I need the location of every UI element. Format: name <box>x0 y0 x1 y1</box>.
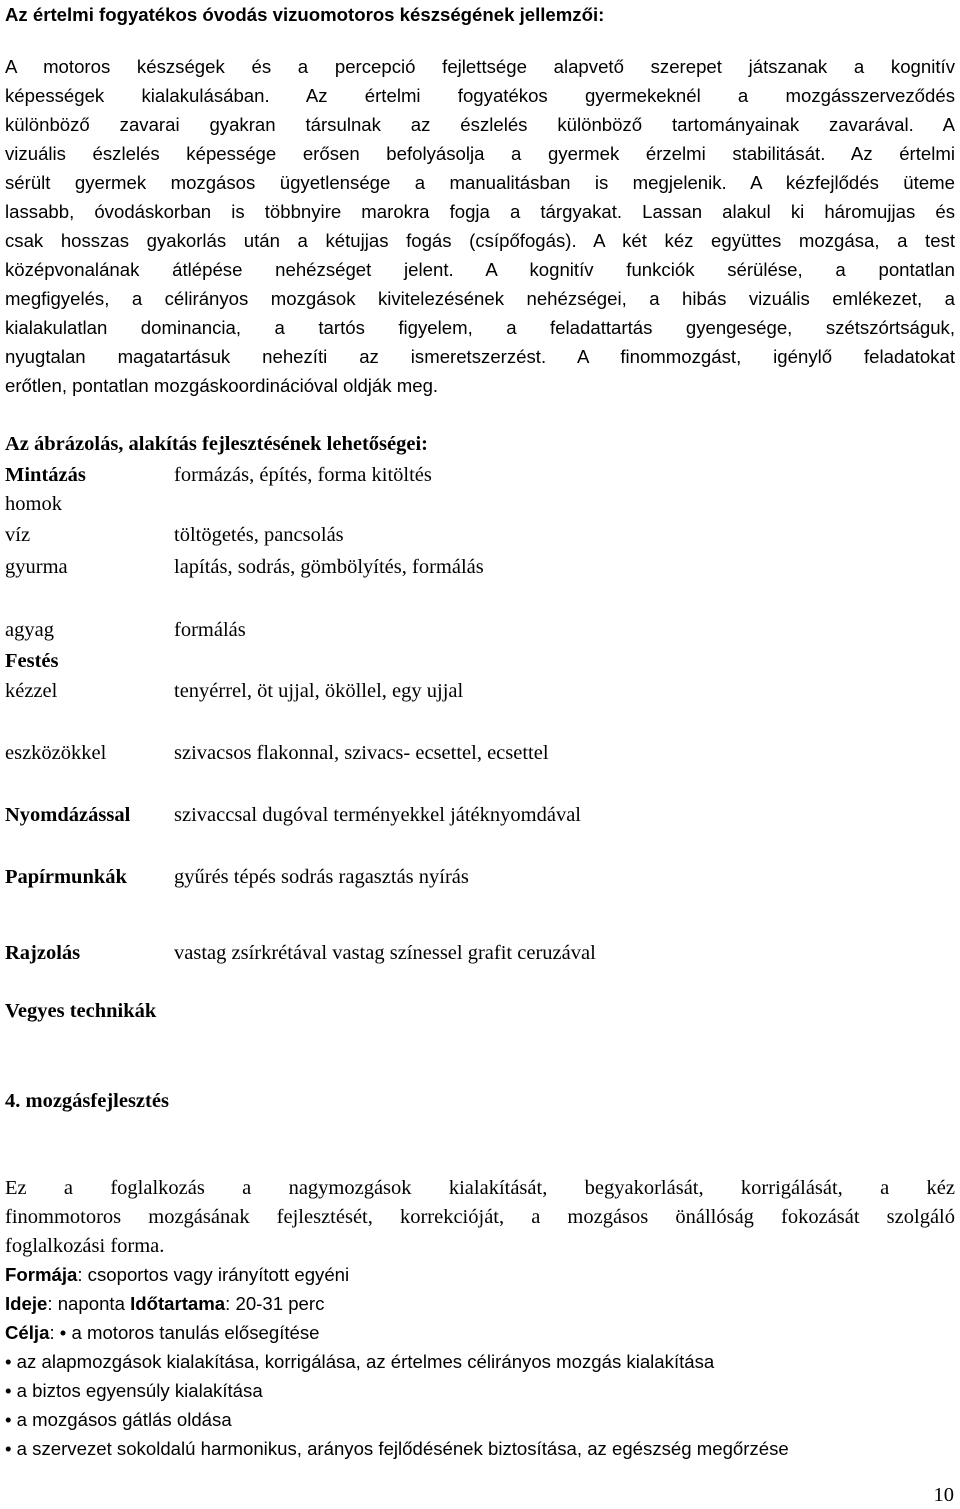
technique-value: lapítás, sodrás, gömbölyítés, formálás <box>174 556 484 578</box>
ideje-line <box>5 1295 324 1314</box>
paragraph-line: lassabb, óvodáskorban is többnyire marokra fogja a tárgyakat. Lassan alakul ki háromujjas és <box>5 201 955 222</box>
technique-label: kézzel <box>5 680 58 702</box>
paragraph-line: A motoros készségek és a percepció fejlettsége alapvető szerepet játszanak a kognitív <box>5 56 955 77</box>
celja-label: Célja <box>5 1322 50 1343</box>
paragraph-line: sérült gyermek mozgásos ügyetlensége a manualitásban is megjelenik. A kézfejlődés üteme <box>5 172 955 193</box>
technique-value: formálás <box>174 619 246 641</box>
technique-value: formázás, építés, forma kitöltés <box>174 464 432 486</box>
section-heading-vizuomotoros: Az értelmi fogyatékos óvodás vizuomotoros készségének jellemzői: <box>5 4 605 25</box>
idotartama-value: : 20-31 perc <box>225 1293 325 1314</box>
celja-line <box>5 1324 320 1343</box>
goal-item: • a mozgásos gátlás oldása <box>5 1409 232 1430</box>
goal-item: • a szervezet sokoldalú harmonikus, arányos fejlődésének biztosítása, az egészség megőrzése <box>5 1438 789 1459</box>
forma-value: : csoportos vagy irányított egyéni <box>77 1264 350 1285</box>
technique-value: tenyérrel, öt ujjal, ököllel, egy ujjal <box>174 680 464 702</box>
paragraph-line: megfigyelés, a célirányos mozgások kivitelezésének nehézségei, a hibás vizuális emlékezet, a <box>5 288 955 309</box>
ideje-label: Ideje <box>5 1293 48 1314</box>
forma-label: Formája <box>5 1264 78 1285</box>
goal-item: • a biztos egyensúly kialakítása <box>5 1380 263 1401</box>
paragraph-line: foglalkozási forma. <box>5 1235 165 1257</box>
paragraph-line: Ez a foglalkozás a nagymozgások kialakítását, begyakorlását, korrigálását, a kéz <box>5 1177 955 1199</box>
technique-value: töltögetés, pancsolás <box>174 524 344 546</box>
paragraph-line: erőtlen, pontatlan mozgáskoordinációval oldják meg. <box>5 375 439 396</box>
section-heading-abrazolas: Az ábrázolás, alakítás fejlesztésének lehetőségei: <box>5 433 428 455</box>
paragraph-line: finommotoros mozgásának fejlesztését, korrekcióját, a mozgásos önállóság fokozását szolgáló <box>5 1206 955 1228</box>
technique-label: Festés <box>5 650 59 672</box>
technique-label: Vegyes technikák <box>5 1000 157 1022</box>
paragraph-line: különböző zavarai gyakran társulnak az észlelés különböző tartományainak zavarával. A <box>5 114 955 135</box>
paragraph-line: nyugtalan magatartásuk nehezíti az ismeretszerzést. A finommozgást, igénylő feladatokat <box>5 346 955 367</box>
technique-label: eszközökkel <box>5 742 107 764</box>
technique-value: szivaccsal dugóval terményekkel játéknyomdával <box>174 804 581 826</box>
goal-item: • az alapmozgások kialakítása, korrigálása, az értelmes célirányos mozgás kialakítása <box>5 1351 715 1372</box>
technique-label: Mintázás <box>5 464 86 486</box>
technique-label: homok <box>5 493 62 515</box>
paragraph-line: kialakulatlan dominancia, a tartós figyelem, a feladattartás gyengesége, szétszórtságuk, <box>5 317 955 338</box>
technique-value: vastag zsírkrétával vastag színessel grafit ceruzával <box>174 942 596 964</box>
technique-label: Rajzolás <box>5 942 81 964</box>
paragraph-line: csak hosszas gyakorlás után a kétujjas fogás (csípőfogás). A két kéz együttes mozgása, a test <box>5 230 955 251</box>
paragraph-line: középvonalának átlépése nehézséget jelent. A kognitív funkciók sérülése, a pontatlan <box>5 259 955 280</box>
technique-label: Nyomdázással <box>5 804 131 826</box>
paragraph-line: képességek kialakulásában. Az értelmi fogyatékos gyermekeknél a mozgásszerveződés <box>5 85 955 106</box>
paragraph-line: vizuális észlelés képessége erősen befolyásolja a gyermek érzelmi stabilitását. Az értelmi <box>5 143 955 164</box>
technique-label: Papírmunkák <box>5 866 127 888</box>
technique-value: gyűrés tépés sodrás ragasztás nyírás <box>174 866 469 888</box>
section-heading-mozgasfejlesztes: 4. mozgásfejlesztés <box>5 1090 169 1112</box>
technique-label: agyag <box>5 619 54 641</box>
ideje-value: : naponta <box>47 1293 131 1314</box>
technique-label: víz <box>5 524 31 546</box>
celja-value: : • a motoros tanulás elősegítése <box>49 1322 320 1343</box>
technique-label: gyurma <box>5 556 68 578</box>
page-number: 10 <box>933 1483 954 1506</box>
forma-line <box>5 1266 349 1285</box>
idotartama-label: Időtartama <box>130 1293 226 1314</box>
technique-value: szivacsos flakonnal, szivacs- ecsettel, ecsettel <box>174 742 549 764</box>
